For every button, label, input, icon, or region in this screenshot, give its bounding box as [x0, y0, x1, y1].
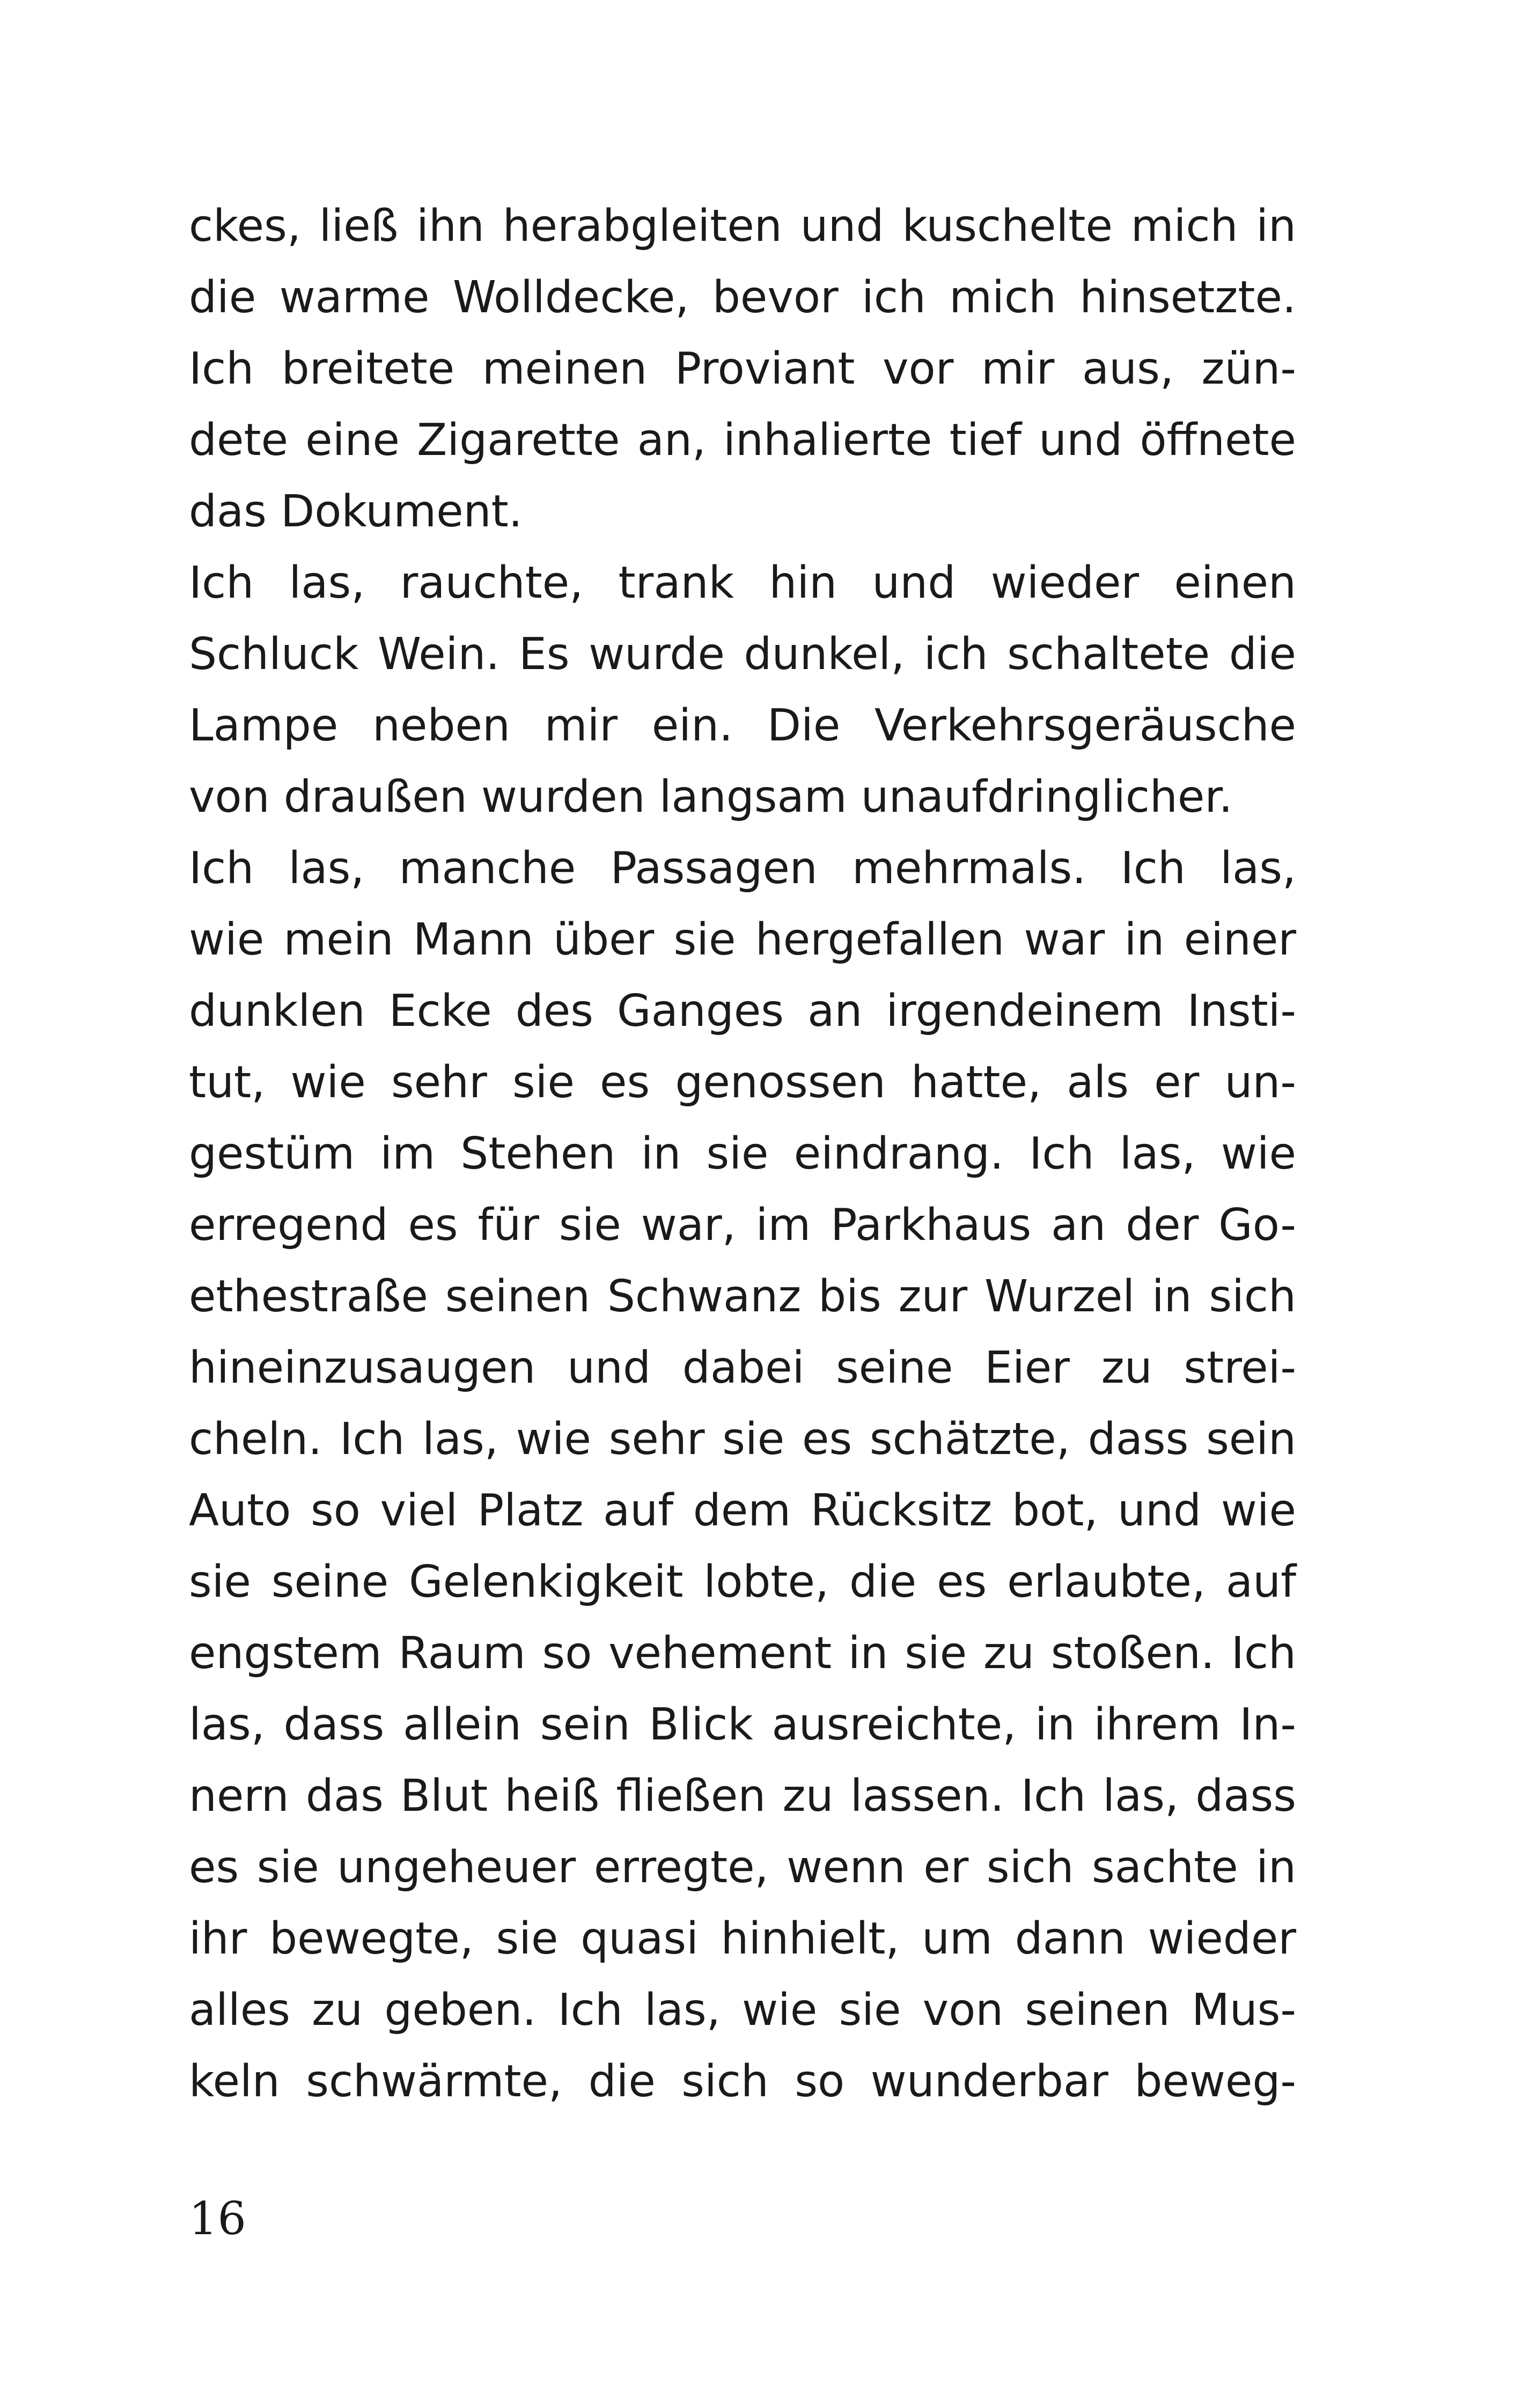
text-line: Lampe neben mir ein. Die Verkehrsgeräusche: [189, 700, 1296, 751]
text-line: alles zu geben. Ich las, wie sie von seinen Mus-: [189, 1985, 1296, 2036]
text-line: ethestraße seinen Schwanz bis zur Wurzel in sich: [189, 1271, 1296, 1322]
text-line: sie seine Gelenkigkeit lobte, die es erlaubte, auf: [189, 1557, 1296, 1607]
text-line: dete eine Zigarette an, inhalierte tief und öffnete: [189, 415, 1296, 466]
text-line: wie mein Mann über sie hergefallen war in einer: [189, 914, 1296, 965]
text-line: cheln. Ich las, wie sehr sie es schätzte, dass sein: [189, 1414, 1296, 1465]
text-line: las, dass allein sein Blick ausreichte, in ihrem In-: [189, 1699, 1296, 1750]
text-line: Ich las, rauchte, trank hin und wieder einen: [189, 557, 1296, 608]
text-line: von draußen wurden langsam unaufdringlicher.: [189, 772, 1233, 823]
text-line: tut, wie sehr sie es genossen hatte, als er un-: [189, 1057, 1296, 1108]
text-line: keln schwärmte, die sich so wunderbar beweg-: [189, 2056, 1296, 2107]
text-line: nern das Blut heiß fließen zu lassen. Ich las, dass: [189, 1771, 1296, 1822]
body-text: [189, 190, 1296, 2117]
text-line: die warme Wolldecke, bevor ich mich hinsetzte.: [189, 272, 1296, 323]
page-number: 16: [189, 2192, 246, 2245]
text-line: dunklen Ecke des Ganges an irgendeinem Insti-: [189, 986, 1296, 1037]
text-line: es sie ungeheuer erregte, wenn er sich sachte in: [189, 1842, 1296, 1893]
text-line: ihr bewegte, sie quasi hinhielt, um dann wieder: [189, 1913, 1296, 1964]
text-line: ckes, ließ ihn herabgleiten und kuschelte mich in: [189, 201, 1296, 252]
text-line: Ich las, manche Passagen mehrmals. Ich las,: [189, 843, 1296, 894]
text-line: Auto so viel Platz auf dem Rücksitz bot, und wie: [189, 1485, 1296, 1536]
text-line: erregend es für sie war, im Parkhaus an der Go-: [189, 1200, 1296, 1251]
text-line: das Dokument.: [189, 486, 523, 537]
text-line: gestüm im Stehen in sie eindrang. Ich las, wie: [189, 1128, 1296, 1179]
text-line: engstem Raum so vehement in sie zu stoßen. Ich: [189, 1628, 1296, 1679]
text-line: Ich breitete meinen Proviant vor mir aus, zün-: [189, 343, 1296, 394]
text-line: Schluck Wein. Es wurde dunkel, ich schaltete die: [189, 629, 1296, 680]
text-line: hineinzusaugen und dabei seine Eier zu strei-: [189, 1342, 1296, 1393]
